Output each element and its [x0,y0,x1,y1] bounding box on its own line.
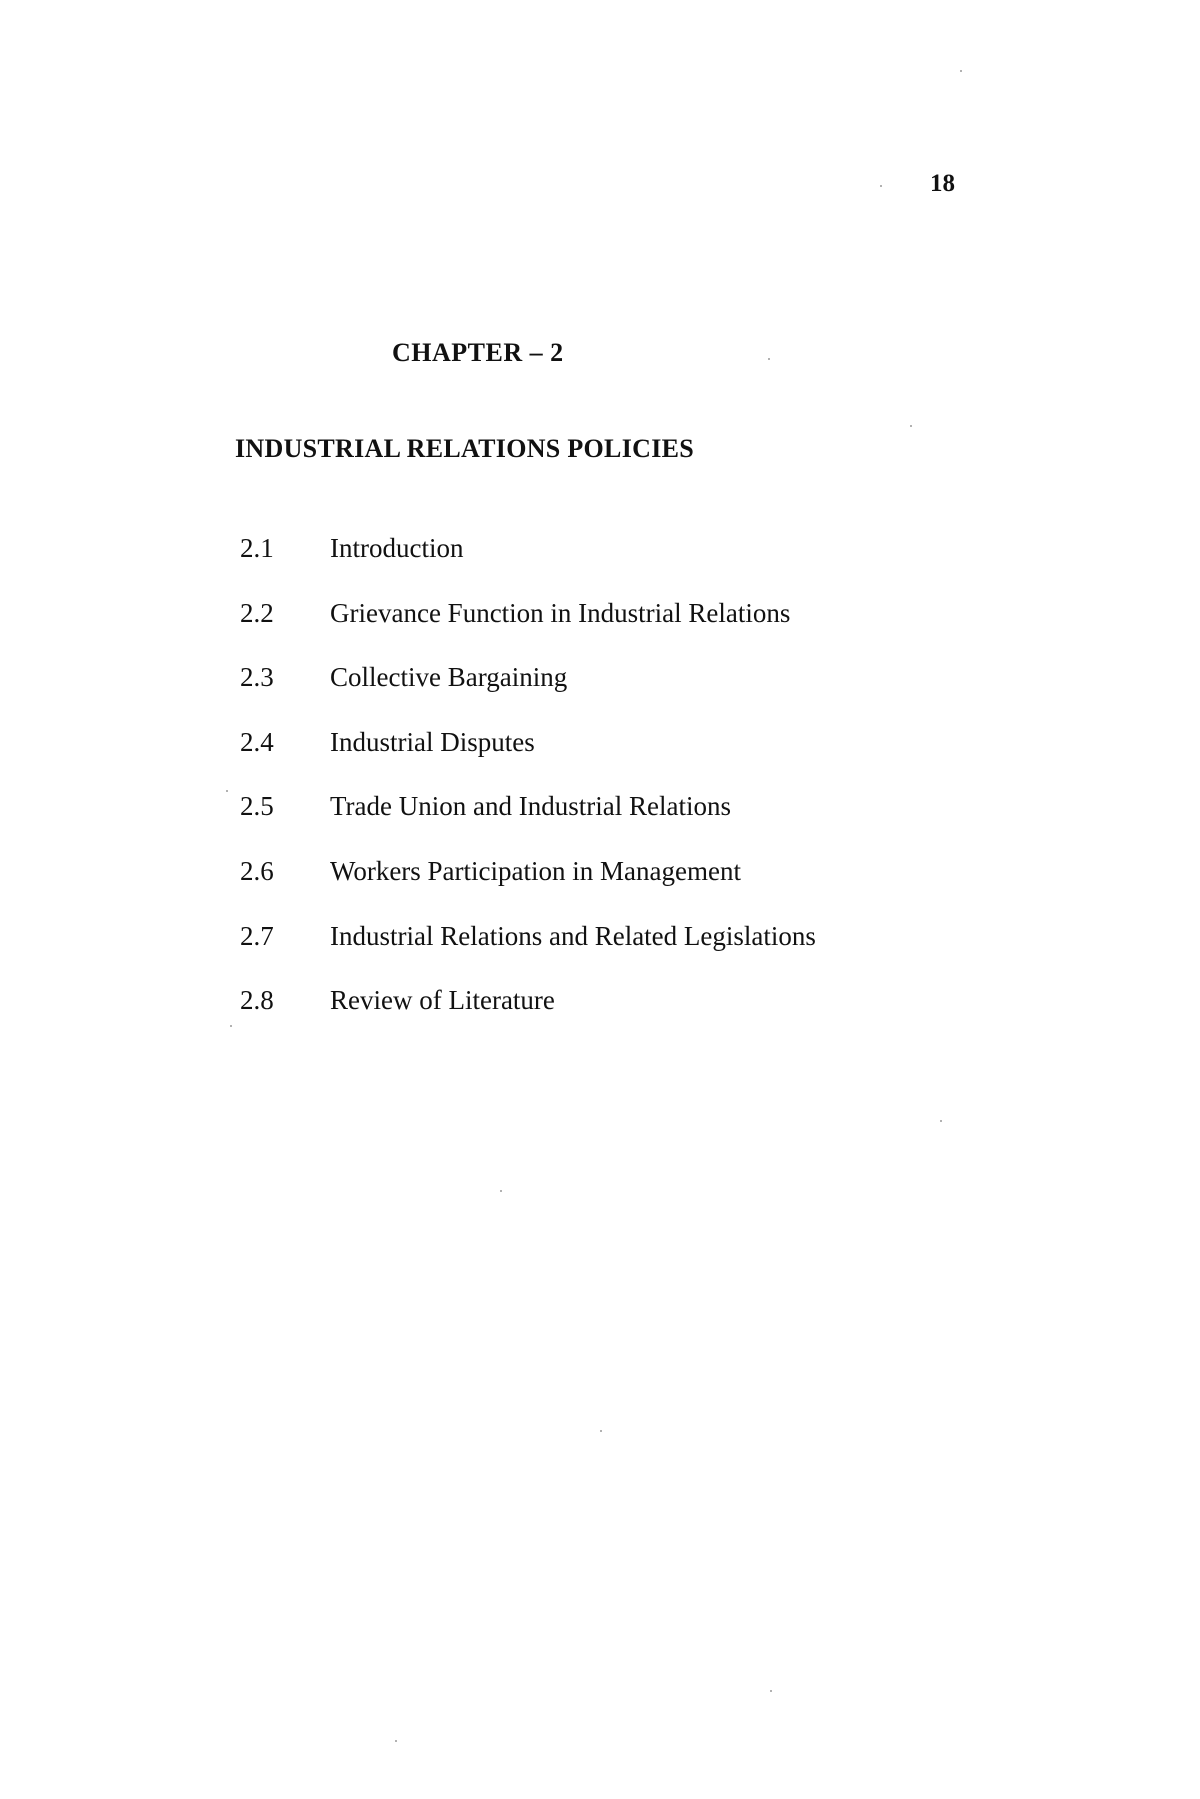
chapter-title: INDUSTRIAL RELATIONS POLICIES [235,434,695,463]
toc-item-number: 2.8 [240,985,274,1016]
table-of-contents [240,527,816,1044]
scan-speck [880,185,882,187]
toc-item-number: 2.5 [240,791,274,822]
toc-item-title: Industrial Disputes [330,726,535,757]
page-number: 18 [930,170,955,197]
toc-item-number: 2.4 [240,726,274,757]
scan-speck [768,358,770,360]
toc-item-title: Industrial Relations and Related Legislations [330,920,816,951]
toc-item-title: Workers Participation in Management [330,855,741,886]
toc-item-title: Trade Union and Industrial Relations [330,791,731,822]
toc-item-title: Grievance Function in Industrial Relations [330,597,791,628]
toc-item-title: Review of Literature [330,985,555,1016]
toc-item-number: 2.2 [240,597,274,628]
chapter-label: CHAPTER – 2 [392,338,564,367]
toc-item-title: Introduction [330,533,464,563]
toc-item-number: 2.1 [240,533,274,563]
toc-item [240,527,816,592]
toc-item-number: 2.3 [240,662,274,693]
toc-item [240,656,816,721]
toc-item-number: 2.6 [240,855,274,886]
scan-speck [230,1025,232,1027]
scan-speck [770,1690,772,1692]
scan-speck [910,425,912,427]
toc-item [240,850,816,915]
scan-speck [500,1190,502,1192]
scan-speck [940,1120,942,1122]
scan-speck [600,1430,602,1432]
toc-item-title: Collective Bargaining [330,662,568,693]
toc-item [240,721,816,786]
toc-item-number: 2.7 [240,920,274,951]
toc-item [240,979,816,1044]
scan-speck [960,70,962,72]
toc-item [240,785,816,850]
toc-item [240,592,816,657]
scan-speck [226,790,228,792]
scan-speck [395,1740,397,1742]
toc-item [240,915,816,980]
